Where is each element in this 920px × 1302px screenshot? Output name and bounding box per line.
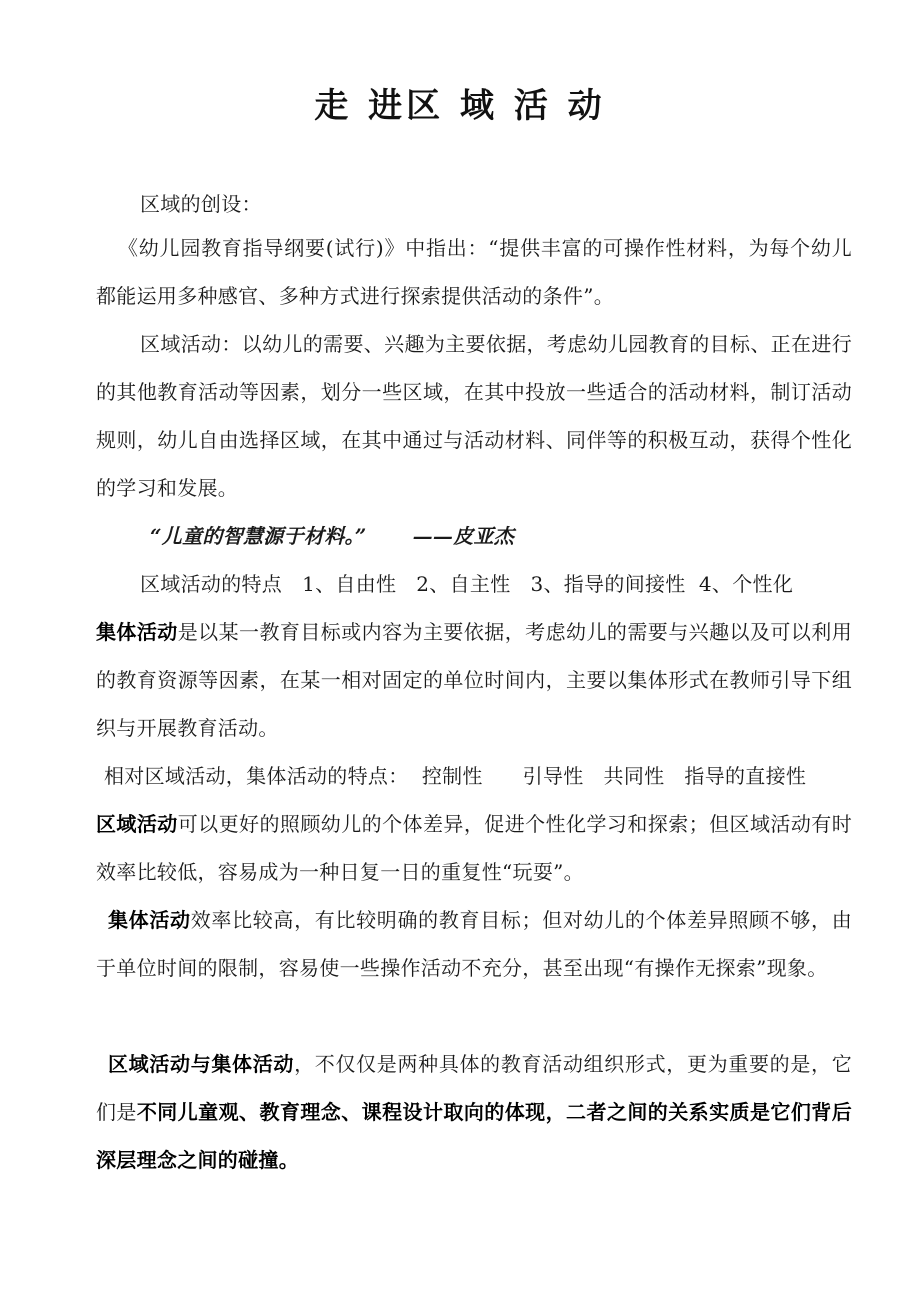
- paragraph-area-comparison-text: 可以更好的照顾幼儿的个体差异，促进个性化学习和探索；但区域活动有时效率比较低，容易成为一种日复一日的重复性“玩耍”。: [96, 812, 852, 884]
- paragraph-group-definition-text: 是以某一教育目标或内容为主要依据，考虑幼儿的需要与兴趣以及可以利用的教育资源等因素，在某一相对固定的单位时间内，主要以集体形式在教师引导下组织与开展教育活动。: [96, 620, 852, 740]
- paragraph-group-comparison: [96, 896, 852, 992]
- quote-author: ——皮亚杰: [412, 524, 515, 548]
- term-both-activities: 区域活动与集体活动: [108, 1052, 295, 1076]
- paragraph-conclusion: [96, 1040, 852, 1184]
- quote-line: [96, 512, 852, 560]
- paragraph-group-definition: [96, 608, 852, 752]
- paragraph-guideline: 《幼儿园教育指导纲要(试行)》中指出：“提供丰富的可操作性材料，为每个幼儿都能运用多种感官、多种方式进行探索提供活动的条件”。: [96, 236, 852, 308]
- paragraph-group-comparison-text: 效率比较高，有比较明确的教育目标；但对幼儿的个体差异照顾不够，由于单位时间的限制，容易使一些操作活动不充分，甚至出现“有操作无探索”现象。: [96, 908, 852, 980]
- paragraph-conclusion-middle: ，不仅仅是两种具体的教育活动组织形式，更为重要的是，它们是: [96, 1052, 852, 1124]
- paragraph-area-comparison: [96, 800, 852, 896]
- page-title: 走 进区 域 活 动: [314, 86, 606, 126]
- term-area-activity: 区域活动: [96, 812, 178, 836]
- quote-text: “儿童的智慧源于材料。”: [150, 524, 367, 548]
- term-group-activity-2: 集体活动: [108, 908, 191, 932]
- section-heading: 区域的创设：: [140, 192, 262, 216]
- area-features-line: 区域活动的特点 1、自由性 2、自主性 3、指导的间接性 4、个性化: [140, 572, 794, 596]
- paragraph-area-definition: 区域活动：以幼儿的需要、兴趣为主要依据，考虑幼儿园教育的目标、正在进行的其他教育活动等因素，划分一些区域，在其中投放一些适合的活动材料，制订活动规则，幼儿自由选择区域，在其中通过与活动材料、同伴等的积极互动，获得个性化的学习和发展。: [96, 332, 852, 500]
- group-features-line: 相对区域活动，集体活动的特点： 控制性 引导性 共同性 指导的直接性: [104, 764, 807, 788]
- paragraph-conclusion-emphasis: 不同儿童观、教育理念、课程设计取向的体现，二者之间的关系实质是它们背后深层理念之间的碰撞。: [96, 1100, 852, 1172]
- term-group-activity: 集体活动: [96, 620, 178, 644]
